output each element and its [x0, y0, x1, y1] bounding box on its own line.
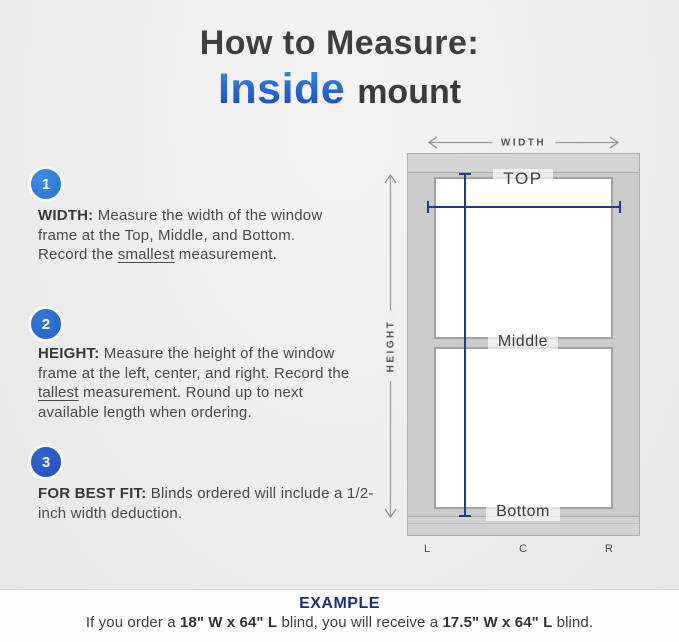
width-measure-tick-right: [619, 201, 621, 213]
step-2-text: [38, 344, 350, 422]
window-sill-line: [408, 523, 639, 524]
width-measure-tick-left: [427, 201, 429, 213]
height-caption: HEIGHT: [385, 311, 396, 382]
window-lower-pane: [434, 347, 613, 509]
example-heading: EXAMPLE: [299, 595, 380, 612]
step-3-number: 3: [41, 453, 51, 471]
height-dimension-arrow: [383, 172, 398, 520]
window-head-frame: [408, 154, 639, 173]
window-upper-pane: [434, 177, 613, 339]
title-emphasis: Inside: [217, 65, 346, 113]
right-marker: R: [605, 543, 613, 555]
step-3-label: FOR BEST FIT:: [38, 485, 147, 502]
step-2-underlined-word: tallest: [38, 384, 79, 401]
width-measure-line: [427, 206, 621, 208]
height-measure-tick-top: [459, 173, 471, 175]
step-2-label: HEIGHT:: [38, 345, 100, 362]
step-1-body-end: measurement.: [174, 246, 278, 263]
step-1-label: WIDTH:: [38, 207, 94, 224]
middle-label-text: Middle: [488, 333, 558, 351]
window-sill: [408, 516, 639, 535]
step-2-badge: [31, 309, 61, 339]
example-ordered-size: 18" W x 64" L: [179, 614, 278, 631]
left-marker: L: [424, 543, 431, 555]
example-middle: blind, you will receive a: [277, 614, 443, 631]
title-suffix: mount: [357, 73, 462, 111]
example-suffix: blind.: [552, 614, 594, 631]
step-2-number: 2: [41, 315, 51, 333]
center-marker: C: [519, 543, 527, 555]
step-3-badge: [31, 447, 61, 477]
step-2-body: Measure the height of the window frame at the left, center, and right. Record the: [38, 345, 350, 382]
step-1-badge: [31, 169, 61, 199]
step-3-body: Blinds ordered will include a 1/2-inch width deduction.: [38, 485, 374, 522]
page-title: [0, 24, 679, 114]
example-prefix: If you order a: [85, 614, 180, 631]
step-1-underlined-word: smallest: [117, 246, 175, 263]
example-received-size: 17.5" W x 64" L: [442, 614, 553, 631]
step-2-body-end: measurement. Round up to next available length when ordering.: [38, 384, 304, 421]
step-3-text: [38, 484, 390, 523]
width-dimension-arrow: [426, 135, 621, 150]
title-line-1: How to Measure:: [199, 24, 480, 62]
step-1-text: [38, 206, 338, 265]
top-label-text: TOP: [493, 169, 552, 189]
example-sentence: [0, 614, 679, 631]
height-measure-line: [464, 173, 466, 517]
example-section: [0, 590, 679, 642]
width-caption: WIDTH: [492, 137, 555, 148]
window-illustration: [407, 153, 640, 536]
bottom-label-text: Bottom: [486, 503, 560, 521]
title-line-2: [0, 65, 679, 114]
height-measure-tick-bottom: [459, 515, 471, 517]
step-1-number: 1: [41, 175, 51, 193]
step-1-body: Measure the width of the window frame at the Top, Middle, and Bottom. Record the: [38, 207, 323, 263]
